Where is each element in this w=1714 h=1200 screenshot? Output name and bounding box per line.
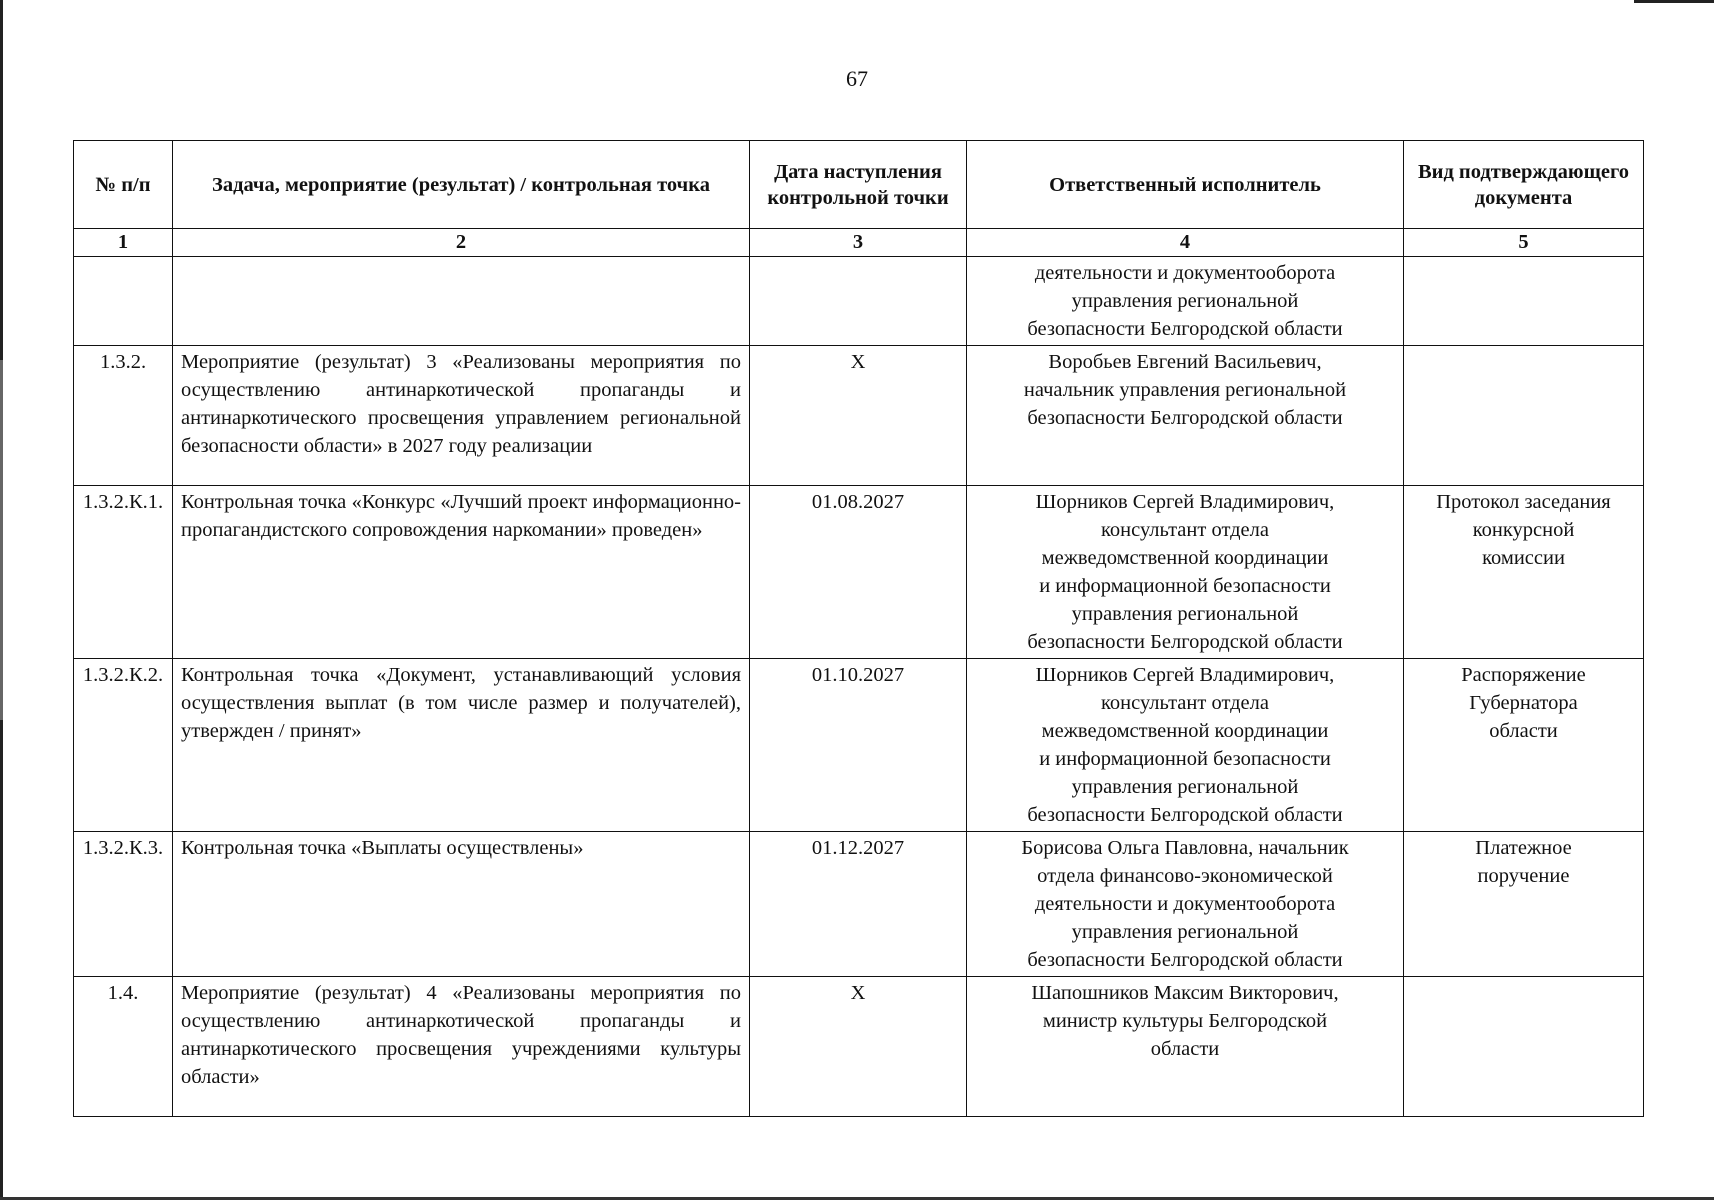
cell-line: области <box>1489 720 1558 742</box>
cell-line: межведомственной координации <box>1041 547 1329 569</box>
row-number: 1.3.2.К.2. <box>74 659 173 832</box>
column-number: 1 <box>74 229 173 257</box>
doc-type-cell <box>1404 659 1644 832</box>
cell-line: отдела финансово-экономической <box>1037 865 1333 887</box>
column-number: 3 <box>750 229 967 257</box>
cell-line: министр культуры Белгородской <box>1042 1010 1328 1032</box>
header-num: № п/п <box>74 141 173 229</box>
date-cell: 01.10.2027 <box>750 659 967 832</box>
doc-type-cell <box>1404 486 1644 659</box>
cell-line: и информационной безопасности <box>1039 575 1331 597</box>
cell-line: деятельности и документооборота <box>1034 262 1336 284</box>
cell-line: управления региональной <box>1071 603 1299 625</box>
cell-line: Губернатора <box>1469 692 1578 714</box>
row-number <box>74 257 173 346</box>
header-doc-type: Вид подтверждающего документа <box>1404 141 1644 229</box>
row-number: 1.3.2.К.1. <box>74 486 173 659</box>
date-cell: 01.12.2027 <box>750 832 967 977</box>
responsible-cell <box>967 486 1404 659</box>
cell-line: управления региональной <box>1071 921 1299 943</box>
cell-line: Шапошников Максим Викторович, <box>1031 982 1339 1004</box>
task-cell: Мероприятие (результат) 3 «Реализованы мероприятия по осуществлению антинаркотической пропаганды и антинаркотического просвещения управлением региональной безопасности области» в 2027 году реализации <box>173 346 750 486</box>
table-row <box>74 832 1644 977</box>
responsible-cell <box>967 346 1404 486</box>
task-cell: Контрольная точка «Конкурс «Лучший проект информационно-пропагандистского сопровождения наркомании» проведен» <box>173 486 750 659</box>
responsible-cell <box>967 977 1404 1117</box>
date-cell: Х <box>750 977 967 1117</box>
header-date: Дата наступления контрольной точки <box>750 141 967 229</box>
cell-line: Платежное <box>1475 837 1572 859</box>
doc-type-cell <box>1404 832 1644 977</box>
row-number: 1.3.2.К.3. <box>74 832 173 977</box>
cell-line: управления региональной <box>1071 290 1299 312</box>
cell-line: комиссии <box>1482 547 1565 569</box>
responsible-cell <box>967 832 1404 977</box>
task-cell: Мероприятие (результат) 4 «Реализованы мероприятия по осуществлению антинаркотической пропаганды и антинаркотического просвещения учреждениями культуры области» <box>173 977 750 1117</box>
column-number: 2 <box>173 229 750 257</box>
cell-line: Борисова Ольга Павловна, начальник <box>1021 837 1349 859</box>
cell-line: консультант отдела <box>1100 519 1269 541</box>
date-cell <box>750 257 967 346</box>
cell-line: межведомственной координации <box>1041 720 1329 742</box>
header-responsible: Ответственный исполнитель <box>967 141 1404 229</box>
column-number: 5 <box>1404 229 1644 257</box>
cell-line: Распоряжение <box>1461 664 1586 686</box>
table-row <box>74 659 1644 832</box>
date-cell: 01.08.2027 <box>750 486 967 659</box>
cell-line: управления региональной <box>1071 776 1299 798</box>
cell-line: области <box>1150 1038 1220 1060</box>
table-row <box>74 346 1644 486</box>
scan-edge <box>1634 0 1714 3</box>
scan-edge <box>0 0 3 1200</box>
doc-type-cell <box>1404 346 1644 486</box>
cell-line: безопасности Белгородской области <box>1027 804 1343 826</box>
task-cell: Контрольная точка «Документ, устанавливающий условия осуществления выплат (в том числе размер и получателей), утвержден / принят» <box>173 659 750 832</box>
cell-line: Шорников Сергей Владимирович, <box>1035 491 1335 513</box>
cell-line: безопасности Белгородской области <box>1027 949 1343 971</box>
cell-line: начальник управления региональной <box>1023 379 1347 401</box>
doc-type-cell <box>1404 977 1644 1117</box>
task-cell: Контрольная точка «Выплаты осуществлены» <box>173 832 750 977</box>
responsible-cell <box>967 257 1404 346</box>
milestones-table <box>73 140 1644 1117</box>
cell-line: безопасности Белгородской области <box>1027 318 1343 340</box>
cell-line: деятельности и документооборота <box>1034 893 1336 915</box>
task-cell <box>173 257 750 346</box>
table-header-row <box>74 141 1644 229</box>
cell-line: Воробьев Евгений Васильевич, <box>1048 351 1322 373</box>
doc-type-cell <box>1404 257 1644 346</box>
cell-line: Шорников Сергей Владимирович, <box>1035 664 1335 686</box>
header-task: Задача, мероприятие (результат) / контрольная точка <box>173 141 750 229</box>
cell-line: безопасности Белгородской области <box>1027 631 1343 653</box>
table-body <box>74 257 1644 1117</box>
table-row <box>74 257 1644 346</box>
page-number: 67 <box>846 66 868 91</box>
cell-line: поручение <box>1477 865 1570 887</box>
cell-line: безопасности Белгородской области <box>1027 407 1343 429</box>
cell-line: консультант отдела <box>1100 692 1269 714</box>
row-number: 1.3.2. <box>74 346 173 486</box>
column-number: 4 <box>967 229 1404 257</box>
cell-line: конкурсной <box>1472 519 1575 541</box>
column-number-row <box>74 229 1644 257</box>
cell-line: и информационной безопасности <box>1039 748 1331 770</box>
table-row <box>74 977 1644 1117</box>
row-number: 1.4. <box>74 977 173 1117</box>
responsible-cell <box>967 659 1404 832</box>
cell-line: Протокол заседания <box>1436 491 1611 513</box>
date-cell: Х <box>750 346 967 486</box>
table-row <box>74 486 1644 659</box>
